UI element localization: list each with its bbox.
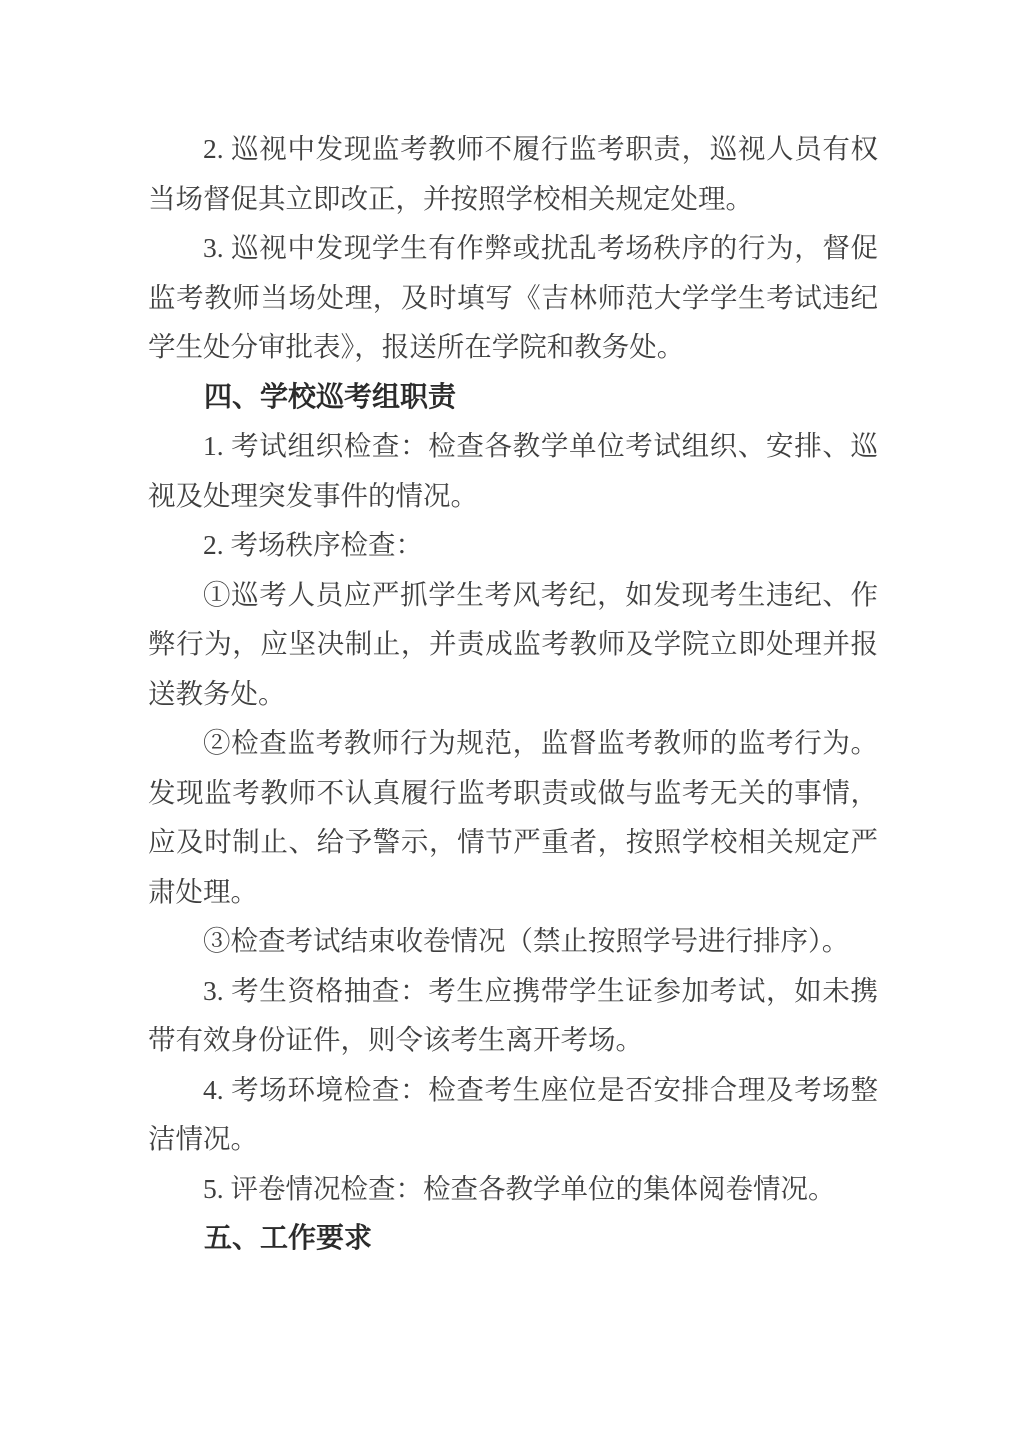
document-content	[148, 124, 878, 1263]
section-heading-four: 四、学校巡考组职责	[204, 380, 457, 412]
paragraph-duty-3: 3. 考生资格抽查：考生应携带学生证参加考试，如未携带有效身份证件，则令该考生离开考场。	[148, 974, 878, 1055]
paragraph-patrol-item-3: 3. 巡视中发现学生有作弊或扰乱考场秩序的行为，督促监考教师当场处理，及时填写《吉林师范大学学生考试违纪学生处分审批表》，报送所在学院和教务处。	[148, 232, 878, 362]
paragraph-duty-2-sub-2: ②检查监考教师行为规范，监督监考教师的监考行为。发现监考教师不认真履行监考职责或做与监考无关的事情，应及时制止、给予警示，情节严重者，按照学校相关规定严肃处理。	[148, 727, 878, 907]
paragraph-duty-2: 2. 考场秩序检查：	[203, 529, 423, 560]
paragraph-patrol-item-2: 2. 巡视中发现监考教师不履行监考职责，巡视人员有权当场督促其立即改正，并按照学校相关规定处理。	[148, 133, 878, 214]
paragraph-duty-2-sub-3: ③检查考试结束收卷情况（禁止按照学号进行排序）。	[203, 925, 850, 956]
section-heading-five: 五、工作要求	[204, 1222, 373, 1253]
paragraph-duty-2-sub-1: ①巡考人员应严抓学生考风考纪，如发现考生违纪、作弊行为，应坚决制止，并责成监考教师及学院立即处理并报送教务处。	[148, 578, 878, 709]
paragraph-duty-4: 4. 考场环境检查：检查考生座位是否安排合理及考场整洁情况。	[148, 1073, 878, 1154]
paragraph-duty-1: 1. 考试组织检查：检查各教学单位考试组织、安排、巡视及处理突发事件的情况。	[148, 430, 878, 511]
paragraph-duty-5: 5. 评卷情况检查：检查各教学单位的集体阅卷情况。	[203, 1172, 836, 1204]
